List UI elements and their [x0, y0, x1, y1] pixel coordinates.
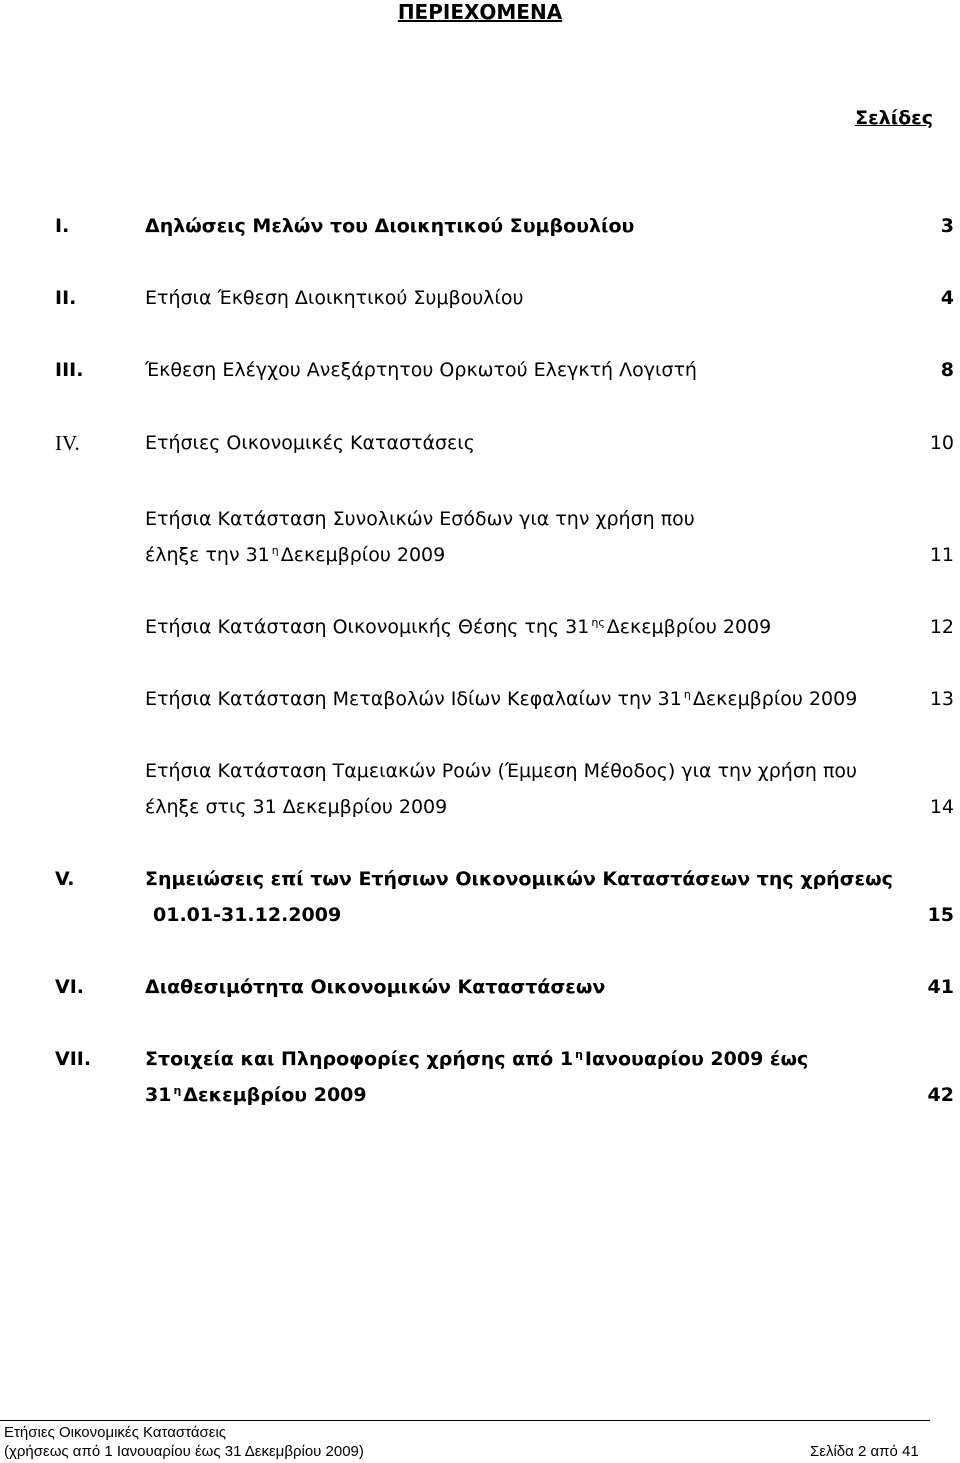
toc-entry-text: Έκθεση Ελέγχου Ανεξάρτητου Ορκωτού Ελεγκτή Λογιστή [145, 359, 697, 381]
toc-entry-number: III. [55, 359, 84, 381]
page-title: ΠΕΡΙΕΧΟΜΕΝΑ [397, 0, 563, 24]
toc-entry-7-line1[interactable] [0, 1045, 960, 1073]
toc-entry-text: Σημειώσεις επί των Ετήσιων Οικονομικών Καταστάσεων της χρήσεως [145, 868, 893, 890]
toc-entry-page: 3 [940, 215, 954, 237]
toc-text-part: 31 [145, 1084, 172, 1106]
toc-entry-page: 42 [927, 1084, 954, 1106]
toc-entry-number: IV. [55, 431, 80, 455]
toc-entry-page: 41 [927, 976, 954, 998]
toc-subentry-4c[interactable] [0, 685, 960, 713]
toc-entry-number: V. [55, 868, 75, 890]
toc-subentry-4d-line2[interactable] [0, 793, 960, 821]
toc-entry-3[interactable] [0, 356, 960, 384]
footer-period: (χρήσεως από 1 Ιανουαρίου έως 31 Δεκεμβρίου 2009) [4, 1443, 364, 1460]
toc-entry-text: Ετήσια Έκθεση Διοικητικού Συμβουλίου [145, 287, 524, 309]
toc-subentry-4d-line1[interactable] [0, 757, 960, 785]
toc-entry-2[interactable] [0, 284, 960, 312]
toc-entry-text: Ετήσιες Οικονομικές Καταστάσεις [145, 432, 475, 454]
toc-entry-text [145, 541, 445, 572]
toc-subentry-4a-line1[interactable] [0, 505, 960, 533]
toc-entry-page: 11 [929, 544, 954, 566]
pages-column-heading: Σελίδες [855, 107, 933, 129]
toc-text-part: Ετήσια Κατάσταση Οικονομικής Θέσης της 31 [145, 616, 590, 638]
toc-text-part: Ετήσια Κατάσταση Μεταβολών Ιδίων Κεφαλαίων την 31 [145, 688, 682, 710]
toc-entry-text [145, 685, 857, 716]
toc-entry-number: VI. [55, 976, 84, 998]
toc-entry-page: 13 [929, 688, 954, 710]
ordinal-superscript: η [271, 544, 279, 557]
toc-entry-number: I. [55, 215, 70, 237]
toc-entry-text [145, 1081, 367, 1112]
ordinal-superscript: η [683, 688, 691, 701]
toc-entry-text [145, 1045, 808, 1076]
toc-text-part: Δεκεμβρίου 2009 [692, 688, 858, 710]
toc-entry-text [145, 613, 771, 644]
toc-entry-page: 8 [940, 359, 954, 381]
toc-entry-4[interactable] [0, 429, 960, 457]
ordinal-superscript: η [575, 1048, 583, 1061]
toc-entry-text: έληξε στις 31 Δεκεμβρίου 2009 [145, 796, 448, 818]
footer-divider [0, 1420, 930, 1421]
toc-subentry-4b[interactable] [0, 613, 960, 641]
toc-entry-text: Ετήσια Κατάσταση Συνολικών Εσόδων για την χρήση που [145, 508, 695, 530]
toc-entry-5-line2[interactable] [0, 901, 960, 929]
toc-entry-number: II. [55, 287, 77, 309]
toc-entry-7-line2[interactable] [0, 1081, 960, 1109]
toc-text-part: Δεκεμβρίου 2009 [606, 616, 772, 638]
footer-page-number: Σελίδα 2 από 41 [810, 1443, 919, 1460]
toc-entry-text: 01.01-31.12.2009 [153, 904, 342, 926]
ordinal-superscript: ης [591, 616, 605, 629]
toc-text-part: Δεκεμβρίου 2009 [280, 544, 446, 566]
footer-document-title: Ετήσιες Οικονομικές Καταστάσεις [4, 1424, 227, 1441]
toc-entry-text: Ετήσια Κατάσταση Ταμειακών Ροών (Έμμεση Μέθοδος) για την χρήση που [145, 760, 857, 782]
toc-entry-text: Δηλώσεις Μελών του Διοικητικού Συμβουλίου [145, 215, 635, 237]
toc-entry-text: Διαθεσιμότητα Οικονομικών Καταστάσεων [145, 976, 606, 998]
toc-entry-page: 14 [929, 796, 954, 818]
toc-subentry-4a-line2[interactable] [0, 541, 960, 569]
toc-entry-5-line1[interactable] [0, 865, 960, 893]
toc-text-part: έληξε την 31 [145, 544, 270, 566]
toc-entry-page: 4 [940, 287, 954, 309]
toc-entry-page: 10 [929, 432, 954, 454]
toc-entry-page: 15 [927, 904, 954, 926]
toc-entry-6[interactable] [0, 973, 960, 1001]
ordinal-superscript: η [173, 1084, 182, 1097]
toc-entry-number: VII. [55, 1048, 92, 1070]
toc-entry-page: 12 [929, 616, 954, 638]
toc-text-part: Δεκεμβρίου 2009 [183, 1084, 367, 1106]
toc-text-part: Στοιχεία και Πληροφορίες χρήσης από 1 [145, 1048, 574, 1070]
toc-text-part: Ιανουαρίου 2009 έως [584, 1048, 809, 1070]
toc-entry-1[interactable] [0, 212, 960, 240]
